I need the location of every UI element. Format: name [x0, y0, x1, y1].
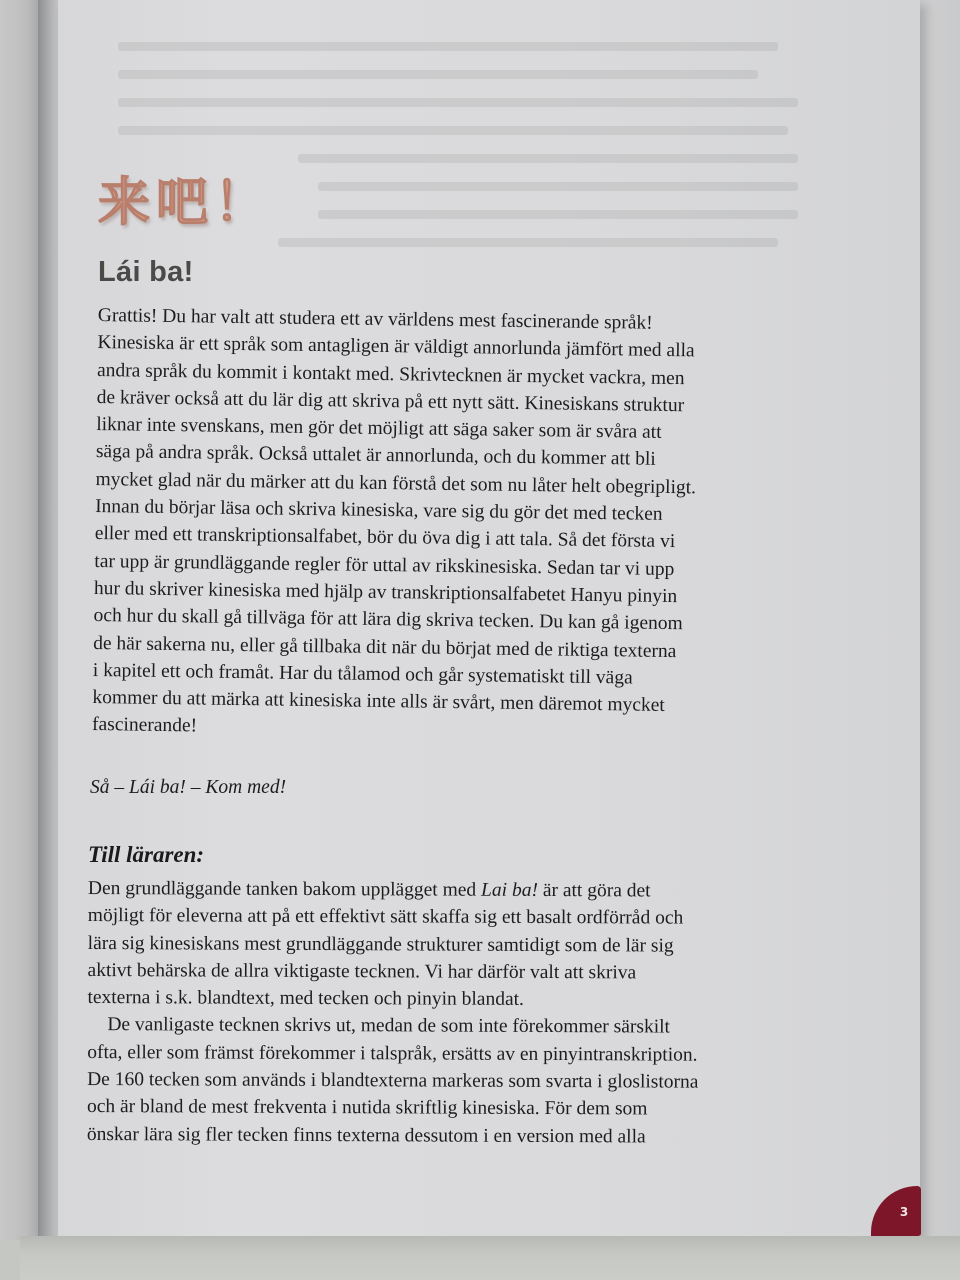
text-line: De vanligaste tecknen skrivs ut, medan de som inte förekommer särskilt: [107, 1014, 671, 1039]
text-line: [88, 875, 788, 905]
table-surface-bottom: [20, 1236, 960, 1280]
text-line: tar upp är grundläggande regler för uttal av rikskinesiska. Sedan tar vi upp: [94, 550, 675, 580]
text-line: hur du skriver kinesiska med hjälp av transkriptionsalfabetet Hanyu pinyin: [93, 577, 678, 608]
text-line: fascinerande!: [91, 714, 198, 737]
text-line: säga på andra språk. Också uttalet är annorlunda, och du kommer att bli: [95, 441, 656, 471]
motto: Så – Lái ba! – Kom med!: [90, 777, 287, 798]
teacher-section: [87, 875, 788, 1151]
text-line: texterna i s.k. blandtext, med tecken och pinyin blandat.: [87, 987, 524, 1011]
text-line: Grattis! Du har valt att studera ett av världens mest fascinerande språk!: [97, 304, 653, 334]
text-line: lära sig kinesiskans mest grundläggande strukturer samtidigt som de lär sig: [87, 932, 674, 957]
text-fragment: är att göra det: [537, 879, 651, 902]
text-line: liknar inte svenskans, men gör det möjligt att säga saker som är svåra att: [96, 414, 662, 444]
text-line: eller med ett transkriptionsalfabet, bör du öva dig i att tala. Så det första vi: [94, 523, 676, 553]
page-number: 3: [899, 1205, 909, 1219]
section-heading-teacher: Till läraren:: [88, 842, 205, 867]
page-right-edge: [918, 0, 960, 1238]
text-line: Kinesiska är ett språk som antagligen är väldigt annorlunda jämfört med alla: [97, 332, 695, 362]
intro-paragraph: [92, 302, 798, 748]
text-line: möjligt för eleverna att på ett effektivt sätt skaffa sig ett basalt ordförråd och: [87, 905, 684, 929]
text-line: och är bland de mest frekventa i nutida skriftlig kinesiska. För dem som: [86, 1096, 648, 1120]
pinyin-title: Lái ba!: [98, 256, 194, 288]
text-line: önskar lära sig fler tecken finns texterna dessutom i en version med alla: [86, 1123, 646, 1148]
text-line: De 160 tecken som används i blandtexterna markeras som svarta i gloslistorna: [87, 1069, 699, 1093]
text-fragment: Den grundläggande tanken bakom upplägget med: [87, 878, 482, 901]
text-line: andra språk du kommit i kontakt med. Skrivtecknen är mycket vackra, men: [96, 359, 685, 389]
text-line: kommer du att märka att kinesiska inte alls är svårt, men däremot mycket: [92, 687, 665, 717]
book-gutter: [38, 0, 60, 1240]
text-line: de kräver också att du lär dig att skriva på ett nytt sätt. Kinesiskans struktur: [96, 386, 685, 417]
chinese-title: 来吧！: [98, 173, 273, 233]
text-line: de här sakerna nu, eller gå tillbaka dit när du börjat med de riktiga texterna: [93, 632, 677, 662]
text-line: aktivt behärska de allra viktigaste tecknen. Vi har därför valt att skriva: [87, 959, 637, 984]
page-number-tab: [871, 1186, 921, 1236]
text-line: mycket glad när du märker att du kan förstå det som nu låter helt obegripligt.: [95, 468, 697, 499]
text-line: ofta, eller som främst förekommer i talspråk, ersätts av en pinyintranskription.: [87, 1041, 698, 1066]
text-line: i kapitel ett och framåt. Har du tålamod och går systematiskt till väga: [92, 659, 633, 689]
book-title-emphasis: Lai ba!: [481, 879, 539, 901]
text-line: Innan du börjar läsa och skriva kinesiska, vare sig du gör det med tecken: [94, 496, 663, 525]
text-line: och hur du skall gå tillväga för att lära dig skriva tecken. Du kan gå igenom: [93, 605, 683, 635]
